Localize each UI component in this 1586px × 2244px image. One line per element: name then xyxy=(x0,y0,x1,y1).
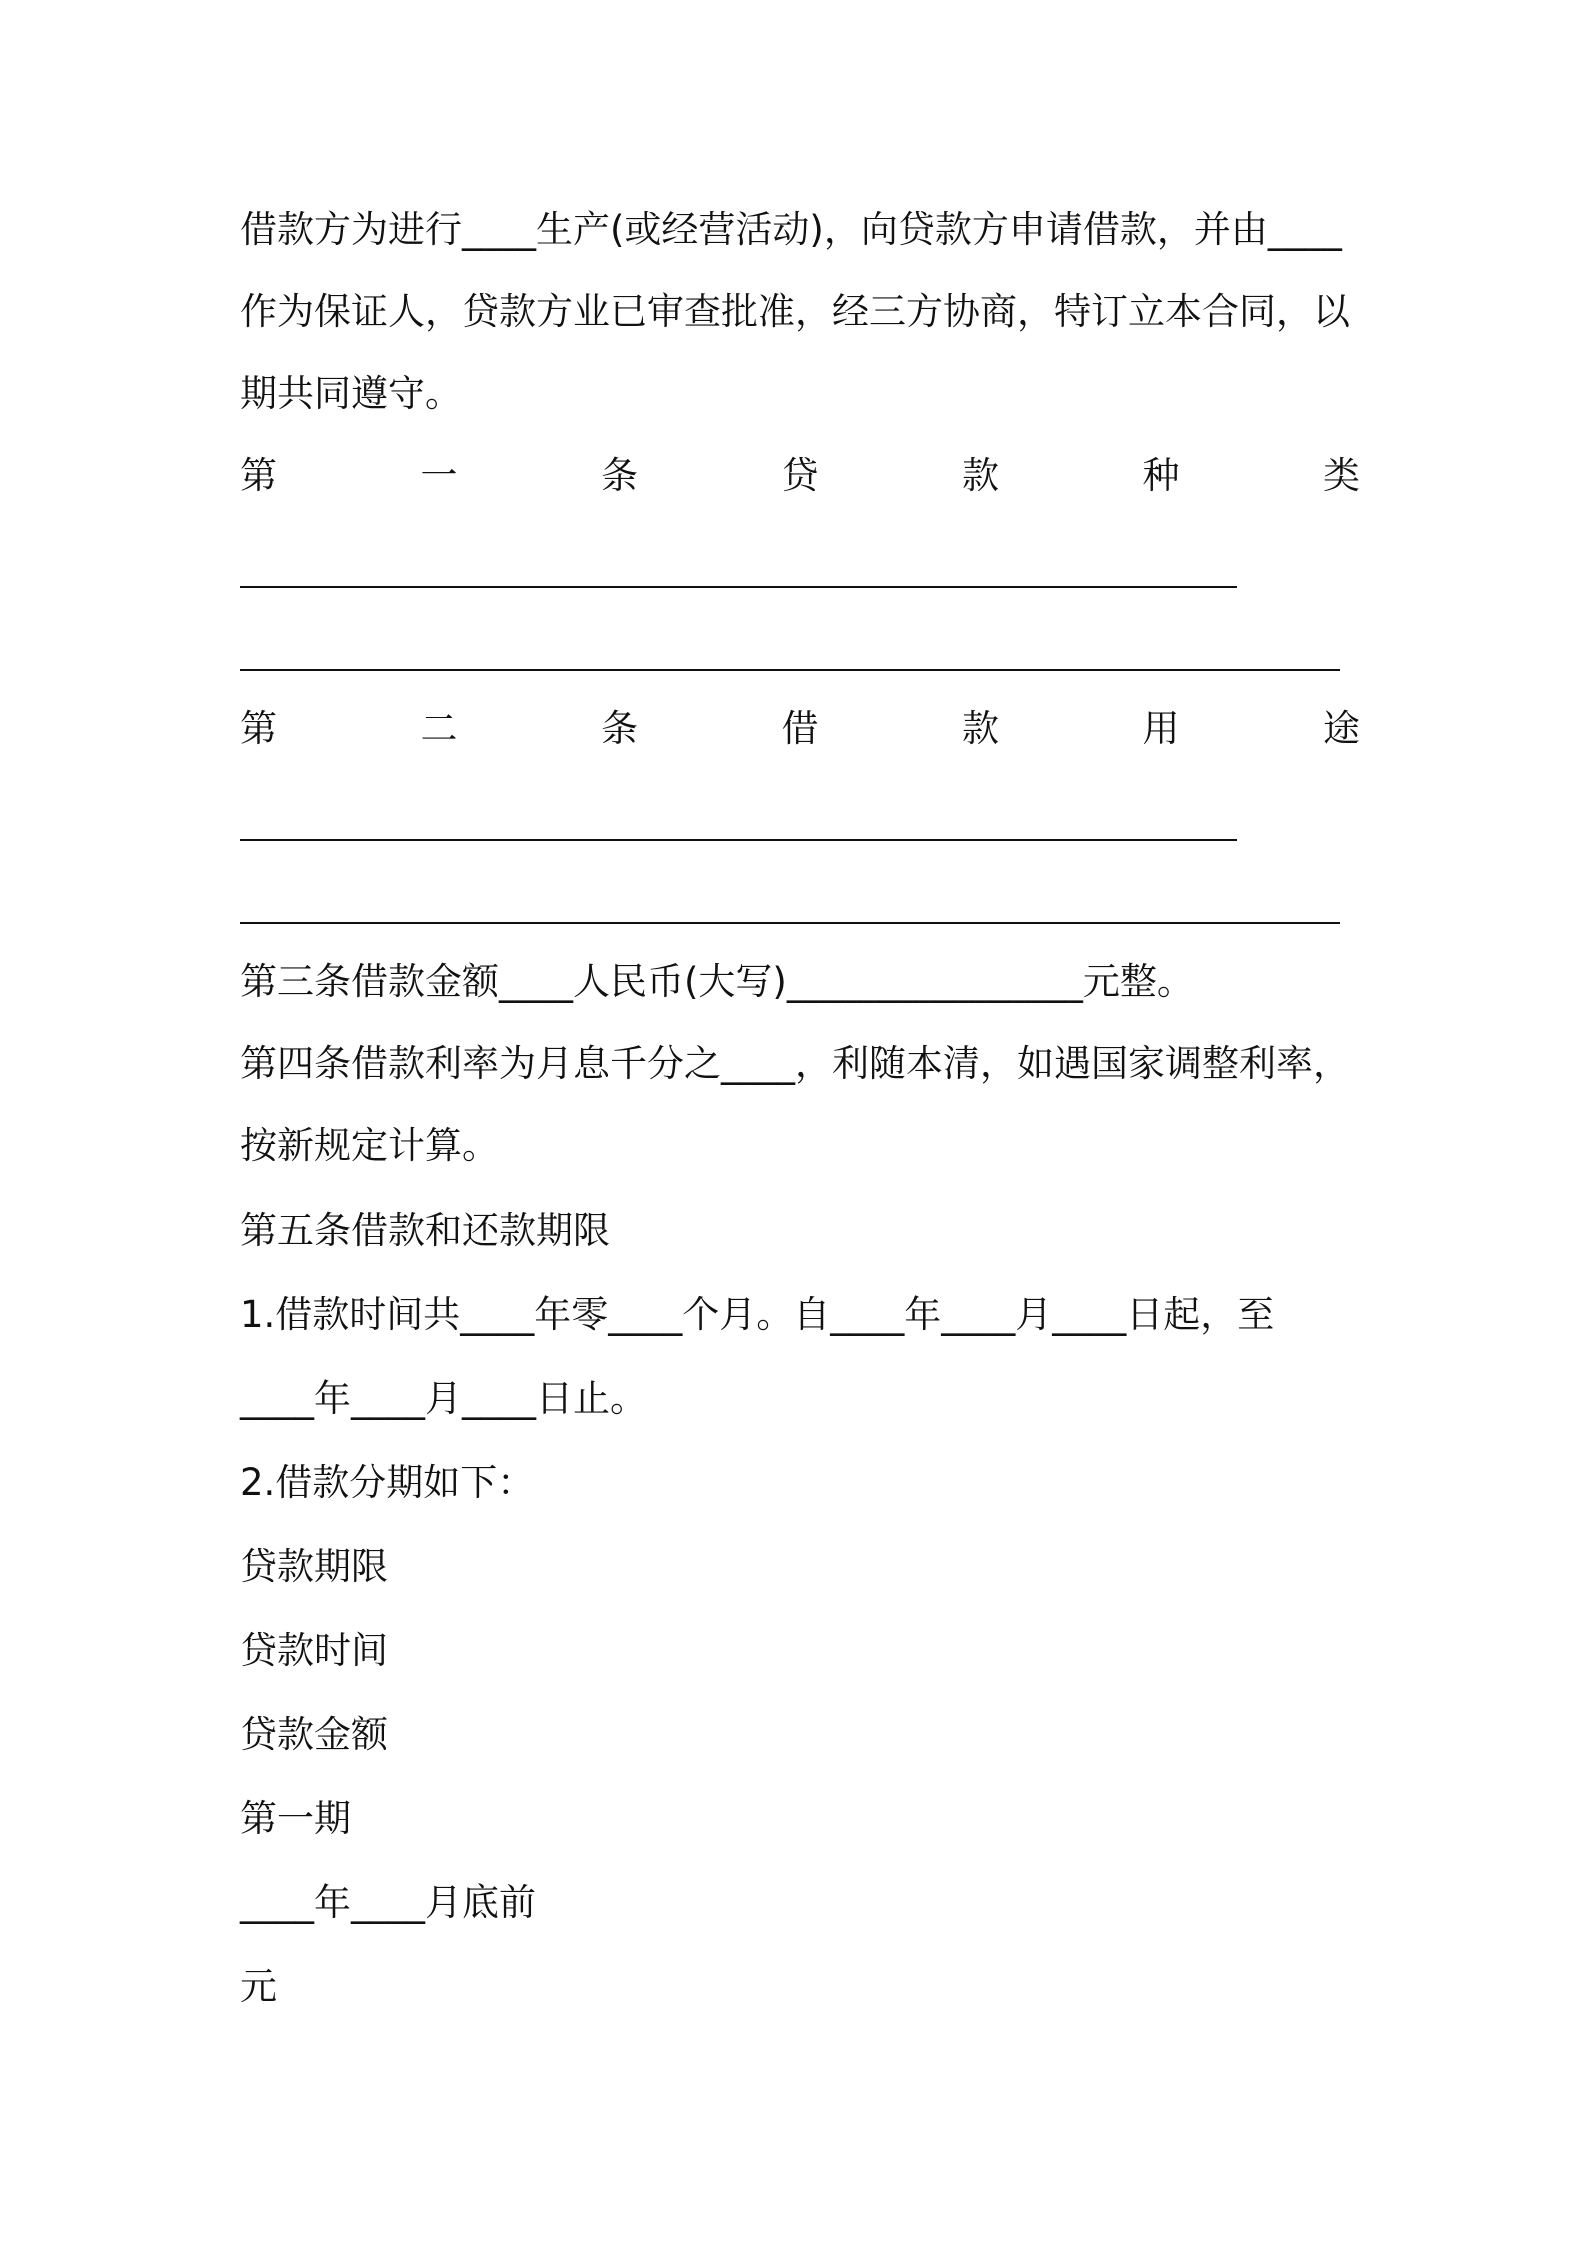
article-1-char: 种 xyxy=(1142,454,1180,497)
article-5-heading: 第五条借款和还款期限 xyxy=(240,1209,610,1252)
schedule-col-amount: 贷款金额 xyxy=(240,1713,388,1756)
intro-line-3: 期共同遵守。 xyxy=(240,372,462,415)
article-2-char: 借 xyxy=(781,707,819,750)
article-1-char: 款 xyxy=(962,454,999,497)
article-2-blank-line-1 xyxy=(240,839,1237,841)
article-1-char: 类 xyxy=(1323,454,1360,497)
schedule-period-1: 第一期 xyxy=(240,1797,351,1840)
article-2-heading xyxy=(240,703,1360,755)
article-1-char: 条 xyxy=(601,454,638,497)
schedule-col-time: 贷款时间 xyxy=(240,1629,388,1672)
article-1-char: 第 xyxy=(240,454,277,497)
article-2-char: 二 xyxy=(420,707,458,750)
article-4-line-2: 按新规定计算。 xyxy=(240,1124,499,1167)
article-1-blank-line-2 xyxy=(240,669,1340,671)
article-4-line-1: 第四条借款利率为月息千分之____，利随本清，如遇国家调整利率， xyxy=(240,1042,1350,1085)
article-5-item-2: 2.借款分期如下： xyxy=(240,1461,535,1504)
intro-line-2: 作为保证人，贷款方业已审查批准，经三方协商，特订立本合同，以 xyxy=(240,290,1350,333)
article-1-char: 贷 xyxy=(781,454,819,497)
article-2-char: 第 xyxy=(240,707,277,750)
article-1-blank-line-1 xyxy=(240,586,1237,588)
schedule-period-1-date: ____年____月底前 xyxy=(240,1881,536,1924)
article-3-text: 第三条借款金额____人民币(大写)________________元整。 xyxy=(240,960,1194,1003)
article-5-item-1-line-2: ____年____月____日止。 xyxy=(240,1377,647,1420)
intro-line-1: 借款方为进行____生产(或经营活动)，向贷款方申请借款，并由____ xyxy=(240,208,1342,251)
article-1-heading xyxy=(240,450,1360,502)
article-2-blank-line-2 xyxy=(240,922,1340,924)
schedule-col-term: 贷款期限 xyxy=(240,1545,388,1588)
article-2-char: 用 xyxy=(1142,707,1180,750)
article-2-char: 款 xyxy=(962,707,999,750)
article-2-char: 条 xyxy=(601,707,638,750)
article-1-char: 一 xyxy=(420,454,458,497)
schedule-period-1-unit: 元 xyxy=(240,1965,277,2008)
article-5-item-1-line-1: 1.借款时间共____年零____个月。自____年____月____日起，至 xyxy=(240,1293,1275,1336)
article-2-char: 途 xyxy=(1323,707,1360,750)
